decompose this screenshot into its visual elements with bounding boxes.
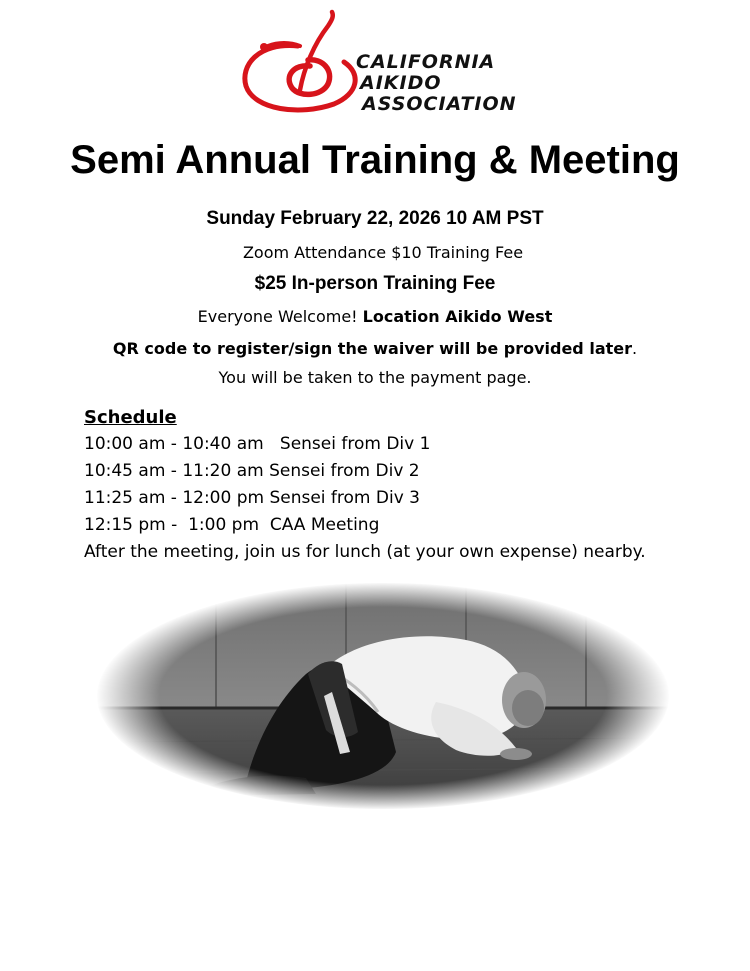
page-title: Semi Annual Training & Meeting	[70, 138, 680, 182]
zoom-fee: Zoom Attendance $10 Training Fee	[242, 243, 524, 262]
enso-swirl-icon	[238, 8, 368, 120]
qr-note-text: QR code to register/sign the waiver will be provided later	[112, 339, 632, 358]
qr-code-note	[0, 336, 750, 362]
inperson-fee: $25 In-person Training Fee	[254, 273, 496, 294]
schedule-section	[84, 405, 744, 566]
location-text: Location Aikido West	[362, 307, 553, 326]
welcome-text: Everyone Welcome!	[197, 307, 358, 326]
payment-note: You will be taken to the payment page.	[218, 368, 532, 387]
logo-line-california: CALIFORNIA	[356, 51, 496, 73]
caa-logo	[238, 8, 538, 120]
qr-note-period: .	[632, 339, 638, 358]
event-date: Sunday February 22, 2026 10 AM PST	[206, 208, 544, 229]
schedule-row: 12:15 pm - 1:00 pm CAA Meeting	[84, 515, 380, 535]
logo-wordmark	[356, 52, 517, 115]
schedule-row: 10:00 am - 10:40 am Sensei from Div 1	[84, 434, 431, 454]
schedule-heading: Schedule	[84, 407, 177, 428]
logo-line-aikido: AIKIDO	[360, 72, 442, 94]
schedule-row: 10:45 am - 11:20 am Sensei from Div 2	[84, 461, 420, 481]
schedule-row: 11:25 am - 12:00 pm Sensei from Div 3	[84, 488, 420, 508]
lunch-note: After the meeting, join us for lunch (at your own expense) nearby.	[84, 542, 646, 562]
welcome-line	[0, 304, 750, 330]
bowing-aikidoka-photo	[96, 582, 670, 810]
logo-line-association: ASSOCIATION	[362, 93, 517, 115]
